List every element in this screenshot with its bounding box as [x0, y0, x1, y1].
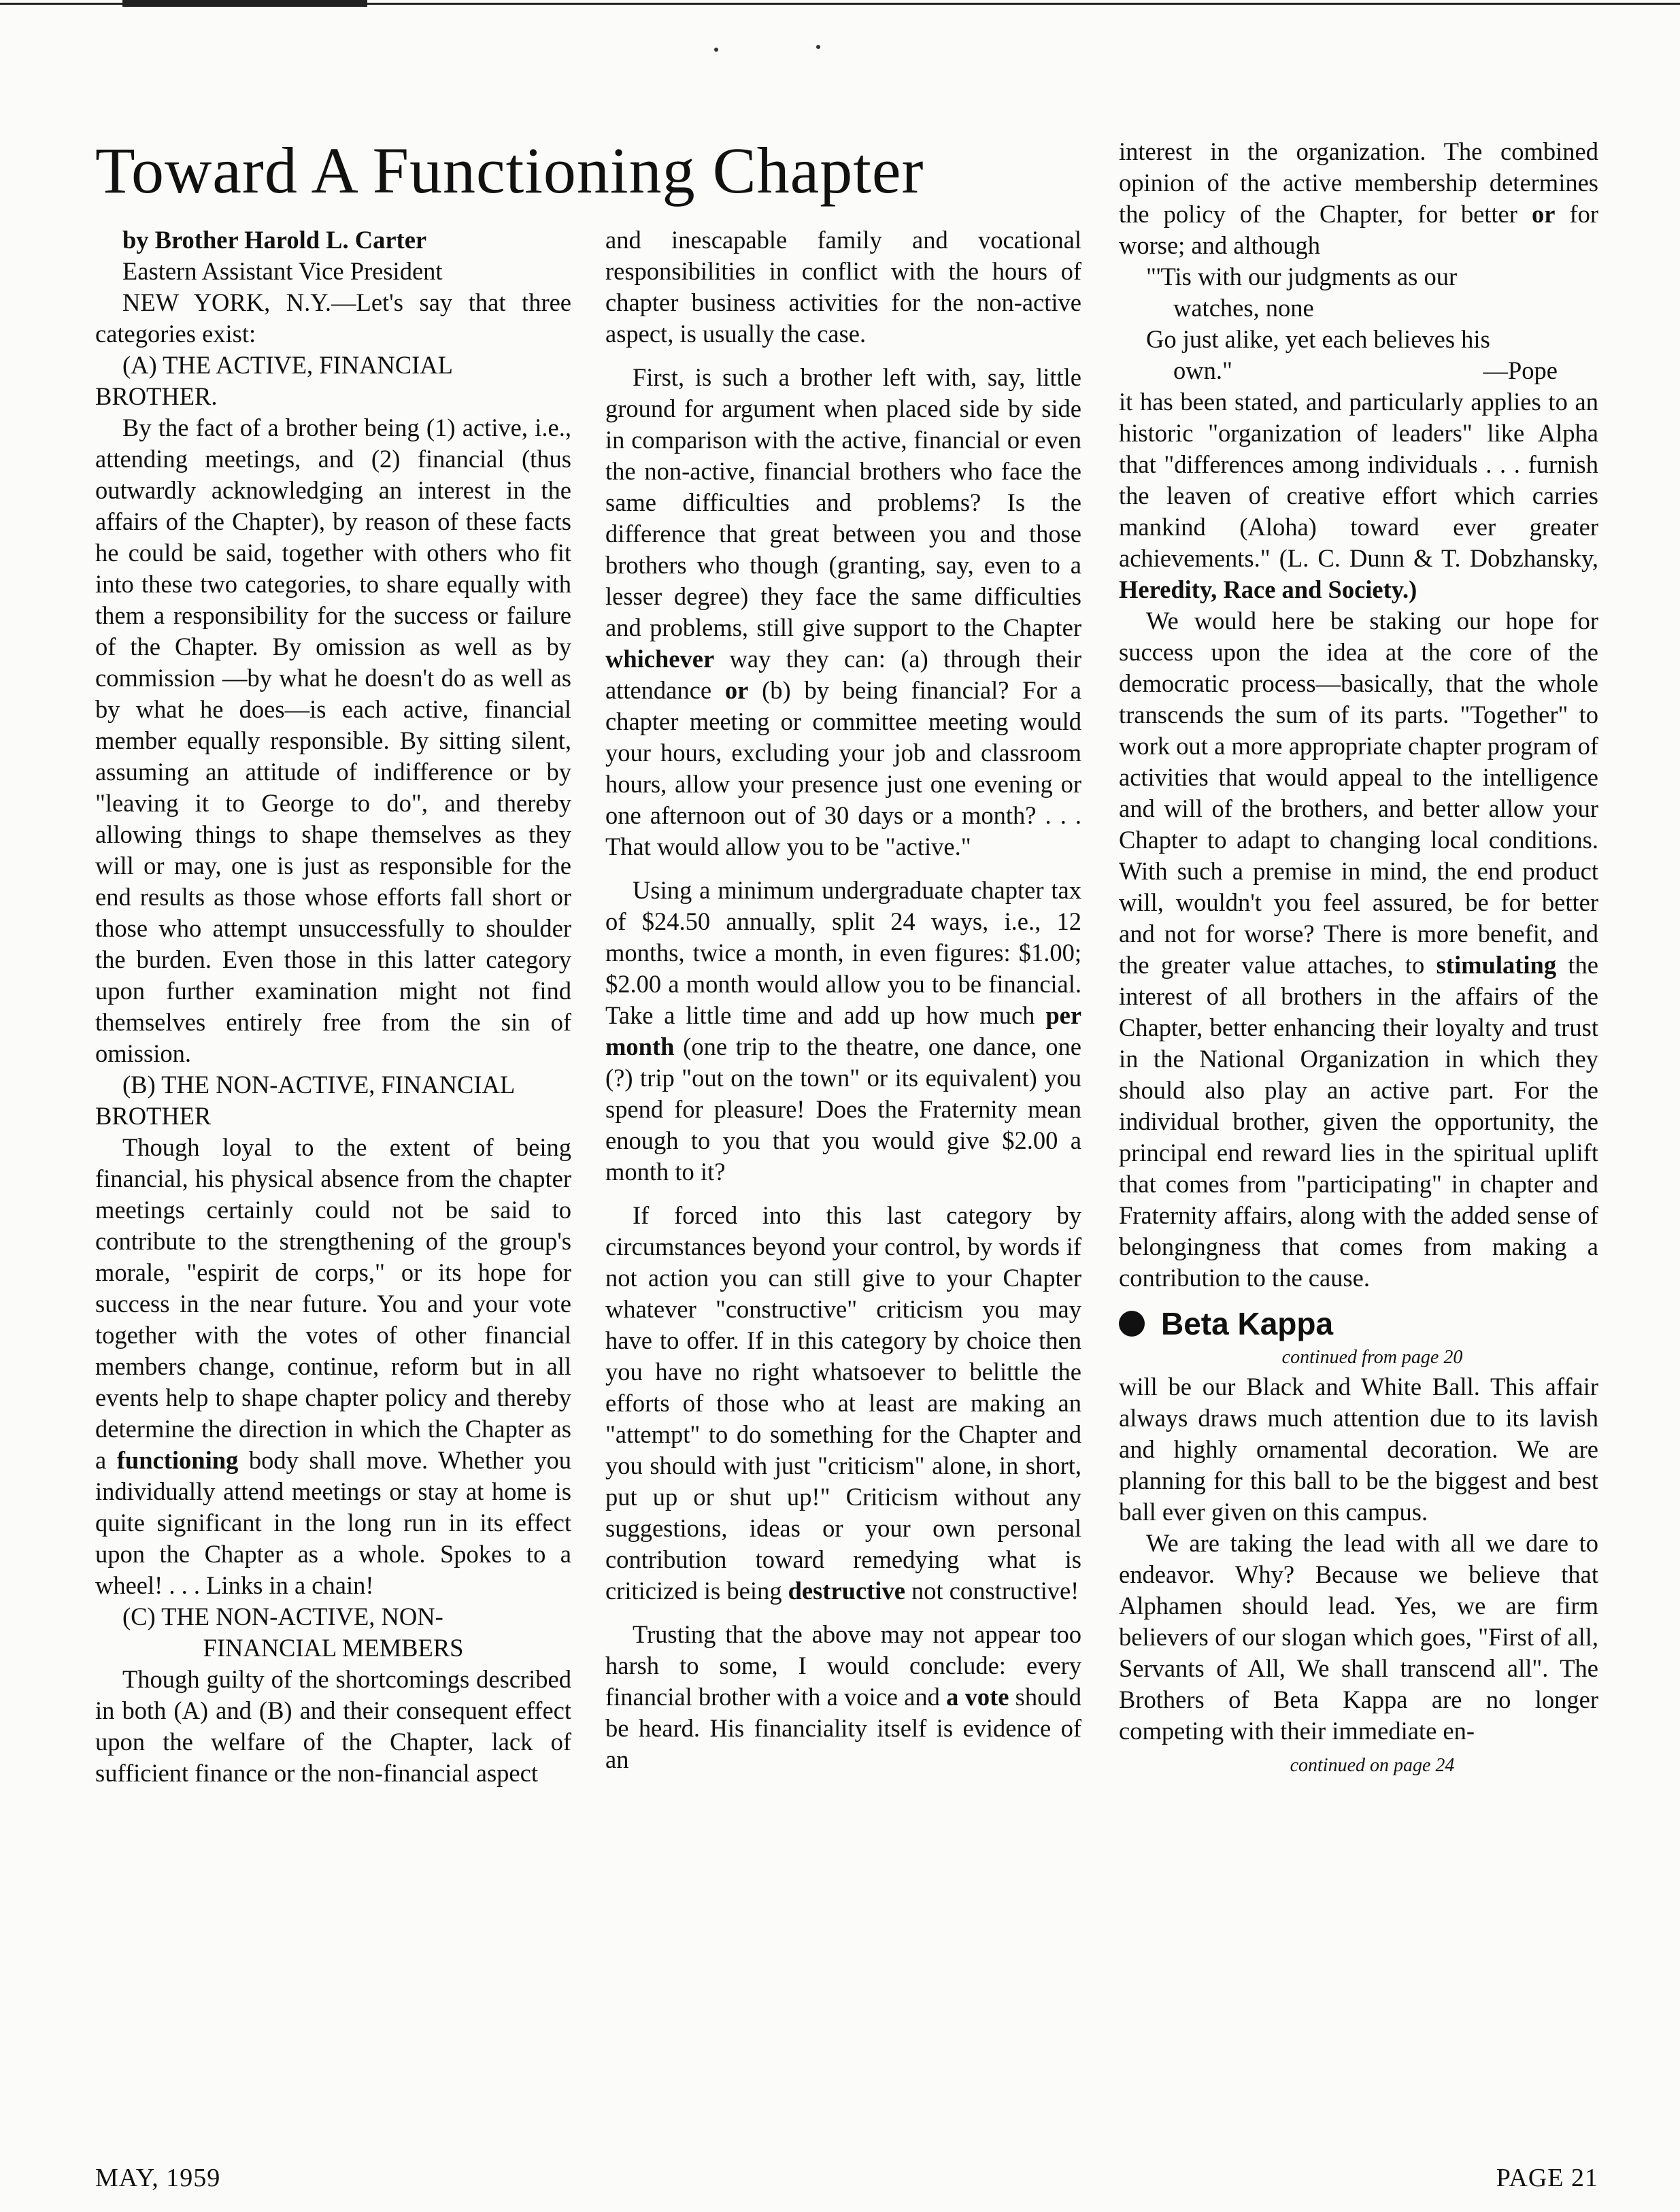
section-heading-c-line2: FINANCIAL MEMBERS	[203, 1634, 464, 1662]
print-speck	[714, 48, 718, 52]
quote-line-1: "'Tis with our judgments as our	[1146, 263, 1458, 290]
paragraph-stated: it has been stated, and particularly applies to an historic "organization of leaders" like Alpha that "differences among individuals . . . furnish the leaven of creative effort which carries mankind (Aloha) toward ever greater achievements." (L. C. Dunn & T. Dobzhansky, Heredity, Race and Society.)	[1119, 388, 1598, 603]
paragraph-b: Though loyal to the extent of being financial, his physical absence from the chapter meetings certainly could not be said to contribute to the strengthening of the group's morale, "espirit de corps," or its hope for success in the near future. You and your vote together with the votes of other financial members change, continue, reform but in all events help to shape chapter policy and thereby determine the direction in which the Chapter as a functioning body shall move. Whether you individually attend meetings or stay at home is quite significant in the long run in its effect upon the Chapter as a whole. Spokes to a wheel! . . . Links in a chain!	[95, 1133, 572, 1599]
print-speck	[816, 45, 820, 49]
paragraph-interest: interest in the organization. The combined opinion of the active membership determines the policy of the Chapter, for better or for worse; and although	[1119, 137, 1599, 259]
column-1	[95, 224, 571, 1789]
section-heading-a: (A) THE ACTIVE, FINANCIAL BROTHER.	[95, 351, 452, 410]
continued-from-note: continued from page 20	[1281, 1347, 1463, 1368]
quote-line-2: watches, none	[1173, 294, 1314, 322]
paragraph-a: By the fact of a brother being (1) active, i.e., attending meetings, and (2) financial (thus outwardly acknowledging an interest in the affairs of the Chapter), by reason of these facts he could be said, together with others who fit into these two categories, to share equally with them a responsibility for the success or failure of the Chapter. By omission as well as by commission —by what he doesn't do as well as by what he does—is each active, financial member equally responsible. By sitting silent, assuming an attitude of indifference or by "leaving it to George to do", and thereby allowing things to shape themselves as they will or may, one is just as responsible for the end results as those whose efforts fall short or those who attempt unsuccessfully to shoulder the burden. Even those in this latter category upon further examination might not find themselves entirely free from the sin of omission.	[95, 414, 571, 1067]
paragraph-c: Though guilty of the shortcomings described in both (A) and (B) and their consequent effect upon the welfare of the Chapter, lack of sufficient finance or the non-financial aspect	[95, 1665, 571, 1787]
byline: by Brother Harold L. Carter	[122, 226, 427, 254]
section-heading-b: (B) THE NON-ACTIVE, FINANCIAL BROTHER	[95, 1071, 514, 1130]
section-heading-c-line1: (C) THE NON-ACTIVE, NON-	[122, 1603, 443, 1630]
column-2	[605, 224, 1081, 1775]
paragraph-democratic: We would here be staking our hope for success upon the idea at the core of the democratic process—basically, that the whole transcends the sum of its parts. "Together" to work out a more appropriate chapter program of activities that would appeal to the intelligence and will of the brothers, and better allow your Chapter to adapt to changing local conditions. With such a premise in mind, the end product will, wouldn't you feel assured, be for better and not for worse? There is more benefit, and the greater value attaches, to stimulating the interest of all brothers in the affairs of the Chapter, better enhancing their loyalty and trust in the National Organization in which they should also play an active part. For the individual brother, given the opportunity, the principal end reward lies in the spiritual uplift that comes from "participating" in chapter and Fraternity affairs, along with the added sense of belongingness that comes from making a contribution to the cause.	[1119, 607, 1598, 1292]
author-title: Eastern Assistant Vice President	[122, 257, 443, 285]
beta-kappa-paragraph-1: will be our Black and White Ball. This affair always draws much attention due to its lavish and highly ornamental decoration. We are planning for this ball to be the biggest and best ball ever given on this campus.	[1119, 1373, 1598, 1526]
paragraph-first-is: First, is such a brother left with, say, little ground for argument when placed side by side in comparison with the active, financial or even the non-active, financial brothers who face the same difficulties and problems? Is the difference that great between you and those brothers who though (granting, say, even to a lesser degree) they face the same difficulties and problems, still give support to the Chapter whichever way they can: (a) through their attendance or (b) by being financial? For a chapter meeting or committee meeting would your hours, excluding your job and classroom hours, allow your presence just one evening or one afternoon out of 30 days or a month? . . . That would allow you to be "active."	[605, 363, 1082, 860]
paragraph-chapter-tax: Using a minimum undergraduate chapter tax of $24.50 annually, split 24 ways, i.e., 12 months, twice a month, in even figures: $1.00; $2.00 a month would allow you to be financial. Take a little time and add up how much per month (one trip to the theatre, one dance, one (?) trip "out on the town" or its equivalent) you spend for pleasure! Does the Fraternity mean enough to you that you would give $2.00 a month to it?	[605, 876, 1082, 1186]
quote-line-4: own." —Pope	[1119, 355, 1598, 386]
article-title: Toward A Functioning Chapter	[95, 134, 924, 207]
paragraph-continued: and inescapable family and vocational responsibilities in conflict with the hours of chapter business activities for the non-active aspect, is usually the case.	[605, 226, 1081, 348]
quote-line-3: Go just alike, yet each believes his	[1146, 325, 1490, 353]
beta-kappa-heading: Beta Kappa	[1119, 1305, 1598, 1343]
continued-on-note: continued on page 24	[1290, 1755, 1455, 1776]
paragraph-criticism: If forced into this last category by circumstances beyond your control, by words if not action you can still give to your Chapter whatever "constructive" criticism you may have to offer. If in this category by choice then you have no right whatsoever to belittle the efforts of those who at least are making an "attempt" to do something for the Chapter and you should with just "criticism" alone, in short, put up or shut up!" Criticism without any suggestions, ideas or your own personal contribution toward remedying what is criticized is being destructive not constructive!	[605, 1201, 1081, 1605]
bullet-icon	[1119, 1311, 1145, 1337]
intro-paragraph: NEW YORK, N.Y.—Let's say that three categories exist:	[95, 288, 571, 348]
footer-date: MAY, 1959	[95, 2164, 221, 2192]
column-3	[1119, 136, 1598, 1779]
footer-page-number: PAGE 21	[1496, 2164, 1598, 2192]
quote-attribution: —Pope	[1483, 356, 1558, 384]
beta-kappa-paragraph-2: We are taking the lead with all we dare to endeavor. Why? Because we believe that Alphamen should lead. Yes, we are firm believers of our slogan which goes, "First of all, Servants of All, We shall transcend all". The Brothers of Beta Kappa are no longer competing with their immediate en-	[1119, 1529, 1598, 1745]
paragraph-conclusion: Trusting that the above may not appear too harsh to some, I would conclude: every financial brother with a voice and a vote should be heard. His financiality itself is evidence of an	[605, 1620, 1081, 1773]
top-rule-dark-segment	[122, 0, 367, 7]
